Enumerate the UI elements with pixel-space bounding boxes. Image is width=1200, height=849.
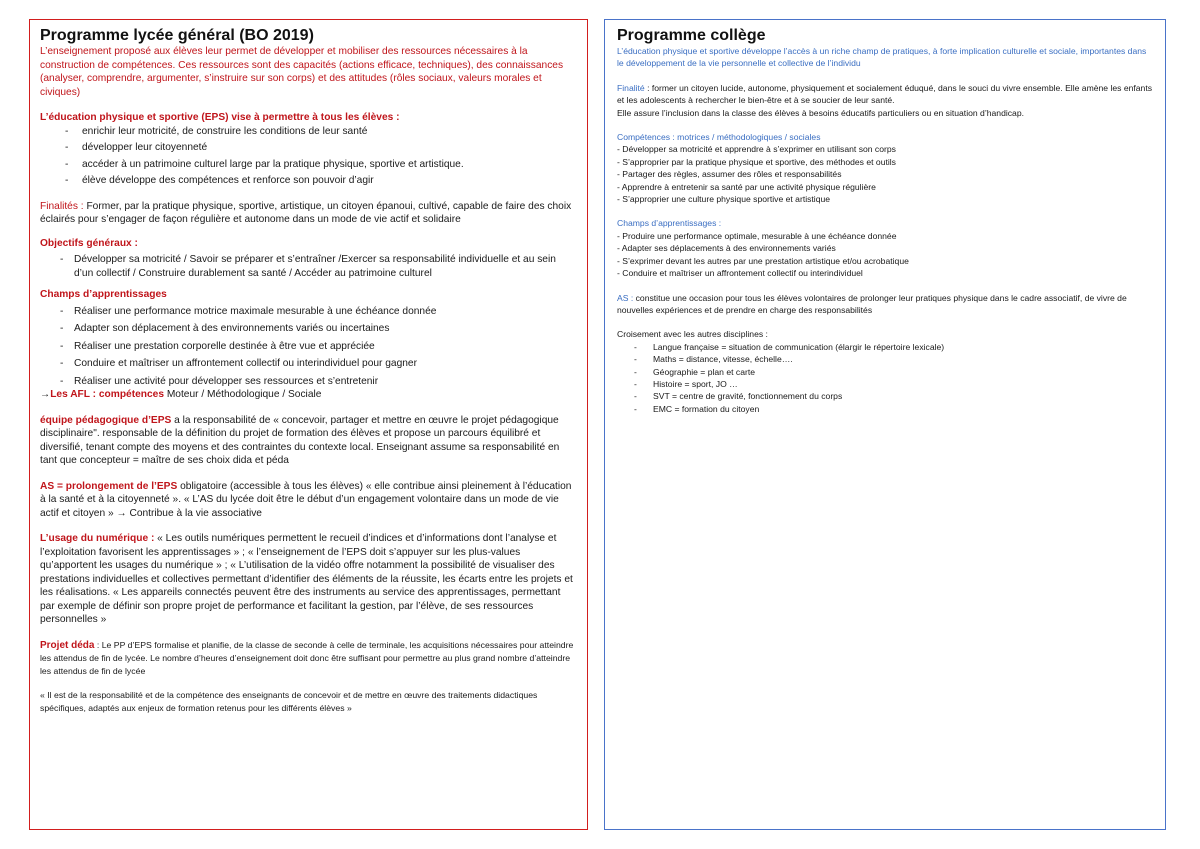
college-title: Programme collège [617,27,766,44]
objectifs-list [40,253,577,280]
list-item: - Conduire et maîtriser un affrontement collectif ou interindividuel pour gagner [40,357,577,371]
list-item: - Produire une performance optimale, mesurable à une échéance donnée [617,230,897,241]
list-item: - élève développe des compétences et renforce son pouvoir d’agir [40,174,577,188]
finalites-paragraph [40,200,577,227]
list-item: - enrichir leur motricité, de construire les conditions de leur santé [40,125,577,139]
competences-list [617,143,1153,205]
croisement-list [617,341,1153,415]
list-item: - développer leur citoyenneté [40,141,577,155]
lycee-title: Programme lycée général (BO 2019) [40,27,314,44]
list-item: - SVT = centre de gravité, fonctionnement du corps [621,390,1153,402]
equipe-text: a la responsabilité de « concevoir, partager et mettre en œuvre le projet pédagogique disciplinaire". responsable de la définition du projet de formation des élèves et propose un parcours équilibré et diversifié, tenant compte des moyens et des contraintes du contexte local. Enseignant assume sa responsabilité en tant que concepteur = maître de ses choix dida et péda [40,414,560,466]
list-item: - Géographie = plan et carte [621,366,1153,378]
afl-line [40,388,577,402]
eps-heading: L’éducation physique et sportive (EPS) vise à permettre à tous les élèves : [40,112,400,123]
champs-heading: Champs d’apprentissages [40,289,167,300]
afl-label: Les AFL : compétences [50,389,164,400]
numerique-paragraph [40,532,577,627]
list-item: - Réaliser une activité pour développer ses ressources et s’entretenir [40,375,577,389]
afl-text: Moteur / Méthodologique / Sociale [163,389,322,400]
list-item: - accéder à un patrimoine culturel large par la pratique physique, sportive et artistique. [40,158,577,172]
projet-label: Projet déda [40,639,95,651]
lycee-panel [29,19,588,830]
as-paragraph-college [617,292,1153,317]
list-item: - Partager des règles, assumer des rôles et responsabilités [617,169,842,180]
as-text: obligatoire (accessible à tous les élèves) « elle contribue ainsi pleinement à l’éducation à la santé et à la citoyenneté ». « L’AS du lycée doit être le début d’un engagement volontaire dans un mode de vie actif et citoyen » → Contribue à la vie associative [40,480,572,519]
equipe-label: équipe pédagogique d’EPS [40,414,172,426]
college-intro: L’éducation physique et sportive développe l’accès à un riche champ de pratiques, à forte implication culturelle et sociale, importantes dans le développement de la vie personnelle et collective de l’individu [617,46,1147,69]
objectifs-heading: Objectifs généraux : [40,237,138,249]
list-item: - Développer sa motricité et apprendre à s’exprimer en utilisant son corps [617,144,896,155]
finalite-text: : former un citoyen lucide, autonome, physiquement et socialement éduqué, dans le souci du vivre ensemble. Elle amène les enfants et les adolescents à rechercher le bien-être et à se soucier de leur santé. [617,82,1153,106]
champs-list-college [617,230,1153,280]
finalites-label: Finalités : [40,200,84,212]
projet-text: : Le PP d’EPS formalise et planifie, de la classe de seconde à celle de terminale, les acquisitions nécessaires pour atteindre les attendus de fin de lycée. Le nombre d’heures d’enseignement doit donc être suffisant pour permettre au plus grand nombre d’atteindre les attendus de fin de lycée [40,639,574,676]
finalites-text: Former, par la pratique physique, sportive, artistique, un citoyen épanoui, cultivé, capable de faire des choix éclairés pour s’engager de façon régulière et autonome dans un mode de vie actif et solidaire [40,200,572,225]
list-item: - Adapter ses déplacements à des environnements variés [617,243,836,254]
list-item: - Langue française = situation de communication (élargir le répertoire lexicale) [621,341,1153,353]
as-text-college: constitue une occasion pour tous les élèves volontaires de prolonger leur pratiques physique dans le cadre associatif, de vivre de nouvelles expériences et de prendre en charge des responsabilités [617,292,1127,315]
list-item: - Adapter son déplacement à des environnements variés ou incertaines [40,322,577,336]
eps-list [40,125,577,188]
list-item: - Réaliser une prestation corporelle destinée à être vue et appréciée [40,340,577,354]
croisement-heading: Croisement avec les autres disciplines : [617,329,768,340]
finalite-paragraph [617,82,1153,107]
list-item: - Réaliser une performance motrice maximale mesurable à une échéance donnée [40,305,577,319]
list-item: - S’approprier une culture physique sportive et artistique [617,194,831,205]
equipe-paragraph [40,414,577,468]
numerique-label: L’usage du numérique : [40,533,155,544]
list-item: - Apprendre à entretenir sa santé par une activité physique régulière [617,181,876,192]
college-panel [604,19,1166,830]
finalite-label: Finalité [617,82,645,93]
as-label-college: AS : [617,292,634,303]
list-item: - Maths = distance, vitesse, échelle…. [621,353,1153,365]
list-item: - S’approprier par la pratique physique et sportive, des méthodes et outils [617,156,896,167]
projet-paragraph [40,639,577,678]
as-paragraph [40,480,577,521]
arrow-icon: → [40,389,51,400]
list-item: - EMC = formation du citoyen [621,403,1153,415]
list-item: - Histoire = sport, JO … [621,378,1153,390]
finalite-paragraph-2: Elle assure l’inclusion dans la classe des élèves à besoins éducatifs particuliers ou en situation d’handicap. [617,107,1025,118]
lycee-intro: L’enseignement proposé aux élèves leur permet de développer et mobiliser des ressources nécessaires à la construction de compétences. Ces ressources sont des capacités (actions efficace, techniques), des connaissances (analyser, comprendre, argumenter, s’instruire sur son corps) et des attitudes (rôles sociaux, valeurs morales et civiques) [40,46,564,98]
champs-heading-college: Champs d’apprentissages : [617,218,722,229]
list-item: - Développer sa motricité / Savoir se préparer et s’entraîner /Exercer sa responsabilité individuelle et au sein d’un collectif / Construire durablement sa santé / Accéder au patrimoine culturel [40,253,577,280]
champs-list [40,305,577,389]
competences-heading: Compétences : motrices / méthodologiques / sociales [617,132,821,143]
quote-paragraph: « Il est de la responsabilité et de la compétence des enseignants de concevoir et de mettre en œuvre des traitements didactiques spécifiques, adaptés aux enjeux de formation retenus pour les différents élèves » [40,690,538,713]
list-item: - S’exprimer devant les autres par une prestation artistique et/ou acrobatique [617,255,909,266]
numerique-text: « Les outils numériques permettent le recueil d’indices et d’informations dont l’analyse et l’exploitation favorisent les apprentissages » ; « l’enseignement de l’EPS doit s’appuyer sur les plus-values qu’apportent les usages du numérique » ; « L’utilisation de la vidéo offre notamment la possibilité de visualiser des prestations individuelles et collectives permettant d’identifier des éléments de la réussite, les écarts entre les projets et les réalisations. « Les appareils connectés peuvent être des instruments au service des apprentissages, permettant par exemple de définir son propre projet de performance et facilitant la gestion, par l’élève, de ses ressources personnelles » [40,533,573,625]
as-label: AS = prolongement de l’EPS [40,480,178,492]
list-item: - Conduire et maîtriser un affrontement collectif ou interindividuel [617,268,863,279]
